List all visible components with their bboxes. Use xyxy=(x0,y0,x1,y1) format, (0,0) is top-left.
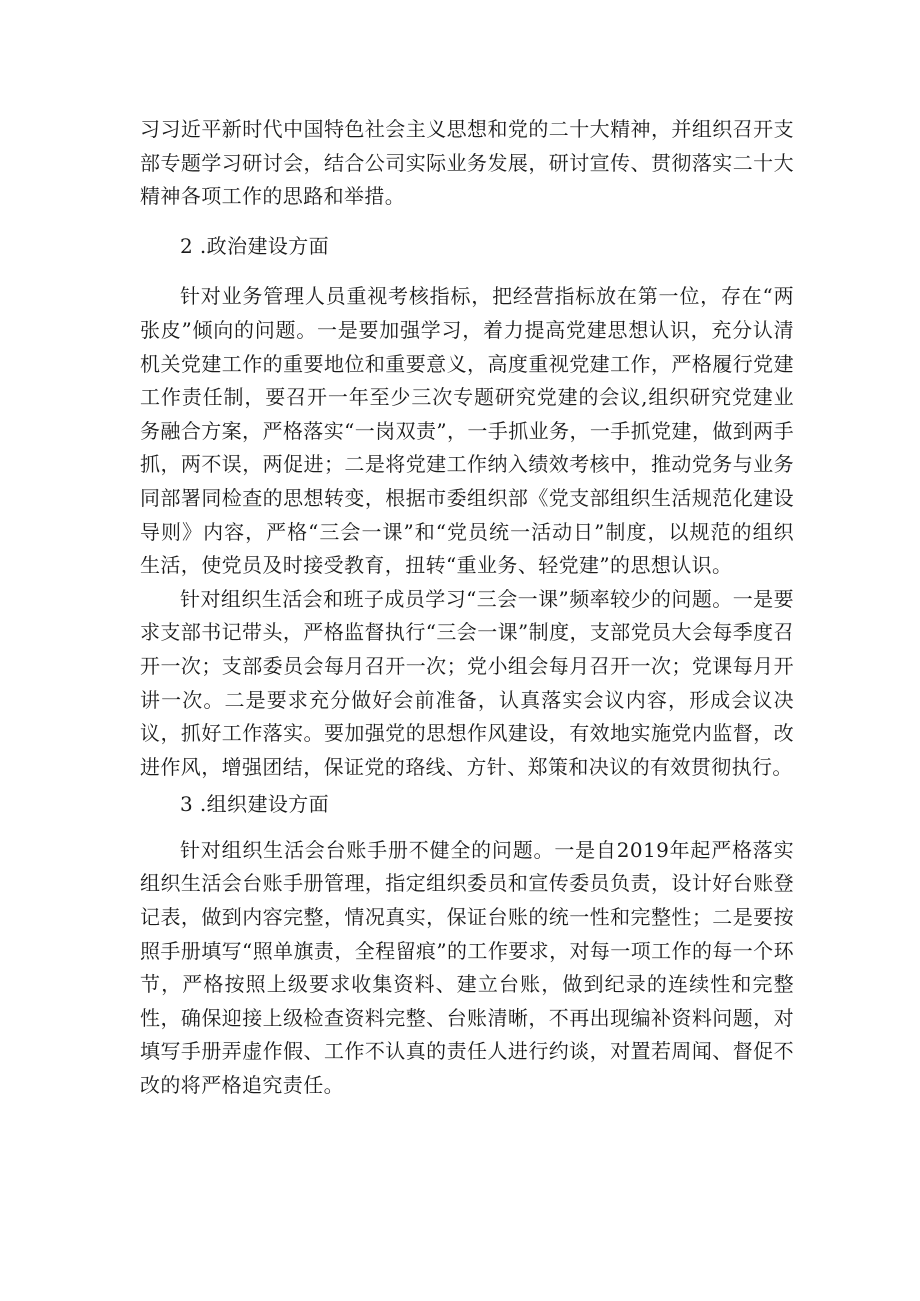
section-2-heading: 2 .政治建设方面 xyxy=(180,233,330,258)
intro-paragraph: 习习近平新时代中国特色社会主义思想和党的二十大精神，并组织召开支部专题学习研讨会，结合公司实际业务发展，研讨宣传、贯彻落实二十大精神各项工作的思路和举措。 xyxy=(140,117,794,209)
section-3-heading: 3 .组织建设方面 xyxy=(180,792,330,817)
document-body xyxy=(140,113,794,1103)
section-2-paragraph-2: 针对组织生活会和班子成员学习“三会一课”频率较少的问题。一是要求支部书记带头，严格监督执行“三会一课”制度，支部党员大会每季度召开一次；支部委员会每月召开一次；党小组会每月召开一次；党课每月开讲一次。二是要求充分做好会前准备，认真落实会议内容，形成会议决议，抓好工作落实。要加强党的思想作风建设，有效地实施党内监督，改进作风，增强团结，保证党的珞线、方针、郑策和决议的有效贯彻执行。 xyxy=(140,586,794,779)
section-2-paragraph-1: 针对业务管理人员重视考核指标，把经营指标放在第一位，存在“两张皮”倾向的问题。一是要加强学习，着力提高党建思想认识，充分认清机关党建工作的重要地位和重要意义，高度重视党建工作，严格履行党建工作责任制，要召开一年至少三次专题研究党建的会议,组织研究党建业务融合方案，严格落实“一岗双责”，一手抓业务，一手抓党建，做到两手抓，两不误，两促进；二是将党建工作纳入绩效考核中，推动党务与业务同部署同检查的思想转变，根据市委组织部《党支部组织生活规范化建设导则》内容，严格“三会一课”和“党员统一活动日”制度，以规范的组织生活，使党员及时接受教育，扭转“重业务、轻党建”的思想认识。 xyxy=(140,284,794,578)
section-3-paragraph-1: 针对组织生活会台账手册不健全的问题。一是自2019年起严格落实组织生活会台账手册管理，指定组织委员和宣传委员负责，设计好台账登记表，做到内容完整，情况真实，保证台账的统一性和完整性；二是要按照手册填写“照单旗责，全程留痕”的工作要求，对每一项工作的每一个环节，严格按照上级要求收集资料、建立台账，做到纪录的连续性和完整性，确保迎接上级检查资料完整、台账清晰，不再出现编补资料问题，对填写手册弄虚作假、工作不认真的责任人进行约谈，对置若周闻、督促不改的将严格追究责任。 xyxy=(140,837,794,1098)
